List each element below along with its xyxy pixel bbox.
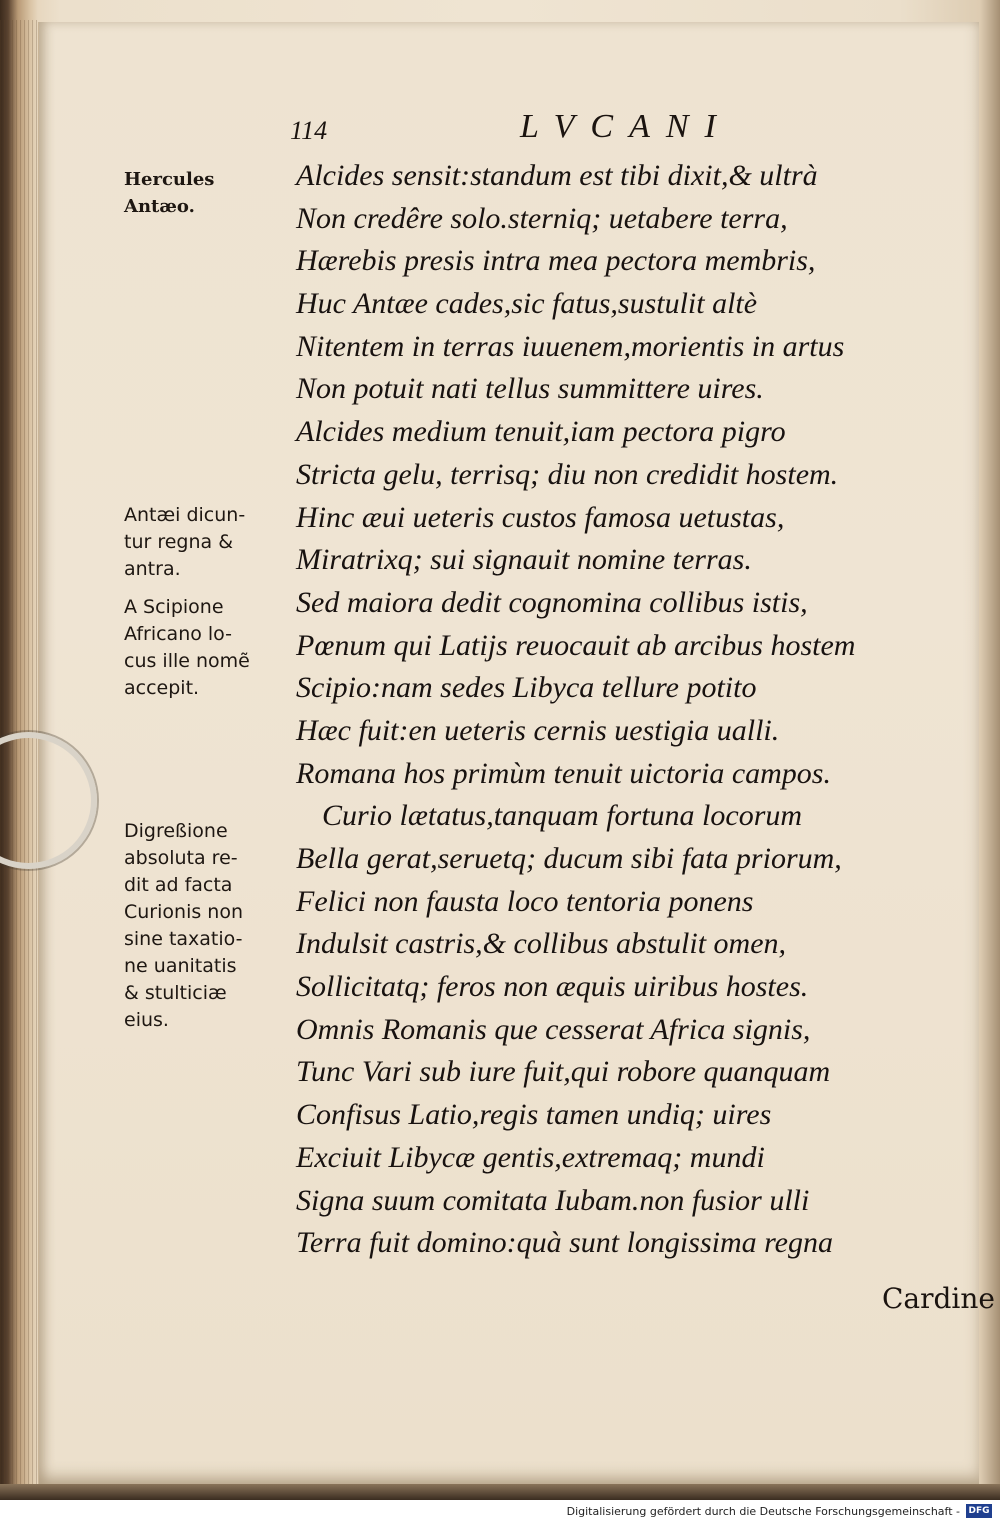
verse-line: Confisus Latio,regis tamen undiq; uires [296,1098,772,1132]
note-line: tur regna & [124,531,234,553]
verse-line: Terra fuit domino:quà sunt longissima regna [296,1226,833,1260]
marginal-note-hercules [124,166,214,220]
verse-line: Romana hos primùm tenuit uictoria campos. [296,756,831,790]
footer-credit: Digitalisierung gefördert durch die Deutsche Forschungsgemeinschaft - [566,1505,960,1518]
verse-line: Sed maiora dedit cognomina collibus istis, [296,585,808,619]
verse-line: Sollicitatq; feros non æquis uiribus hostes. [296,970,809,1004]
marginal-note-digressione [124,818,243,1034]
verse-line: Curio lætatus,tanquam fortuna locorum [322,799,803,833]
note-line: antra. [124,558,181,580]
running-title: LVCANI [520,108,732,145]
digitization-footer [0,1500,1000,1523]
verse-line: Pœnum qui Latijs reuocauit ab arcibus hostem [296,628,856,662]
note-line: absoluta re- [124,847,238,869]
marginal-note-scipione [124,594,250,702]
marginal-note-antaei [124,502,245,583]
note-line: Antæi dicun- [124,504,246,526]
note-line: Digreßione [124,820,228,842]
note-line: eius. [124,1009,169,1031]
note-line: Antæo. [124,196,195,217]
note-line: & stulticiæ [124,982,227,1004]
verse-line: Non potuit nati tellus summittere uires. [296,372,764,406]
verse-line: Bella gerat,seruetq; ducum sibi fata priorum, [296,842,842,875]
verse-line: Miratrixq; sui signauit nomine terras. [296,543,752,577]
note-line: dit ad facta [124,874,233,896]
verse-line: Huc Antæe cades,sic fatus,sustulit altè [296,287,758,321]
note-line: ne uanitatis [124,955,237,977]
verse-line: Stricta gelu, terrisq; diu non credidit hostem. [296,457,839,491]
page-number: 114 [290,116,328,145]
note-line: Africano lo- [124,623,233,645]
note-line: accepit. [124,677,200,699]
verse-line: Felici non fausta loco tentoria ponens [296,884,754,918]
verse-line: Hinc æui ueteris custos famosa uetustas, [296,500,785,534]
verse-line: Scipio:nam sedes Libyca tellure potito [296,671,757,705]
verse-text [296,155,936,1265]
note-line: A Scipione [124,596,224,618]
note-line: Hercules [124,169,215,190]
note-line: cus ille nomẽ [124,650,250,672]
verse-line: Alcides medium tenuit,iam pectora pigro [296,415,786,449]
verse-line: Hæc fuit:en ueteris cernis uestigia ualli. [296,713,780,747]
dfg-logo: DFG [966,1504,992,1518]
verse-line: Exciuit Libycæ gentis,extremaq; mundi [296,1140,765,1174]
verse-line: Hærebis presis intra mea pectora membris, [296,244,816,278]
note-line: Curionis non [124,901,243,923]
catchword: Cardine [882,1282,995,1315]
verse-line: Tunc Vari sub iure fuit,qui robore quanquam [296,1055,831,1089]
verse-line: Omnis Romanis que cesserat Africa signis, [296,1012,811,1046]
verse-line: Indulsit castris,& collibus abstulit omen, [296,927,787,961]
verse-line: Signa suum comitata Iubam.non fusior ulli [296,1183,810,1217]
page-header [290,108,850,148]
verse-line: Non credêre solo.sterniq; uetabere terra, [296,201,788,235]
verse-line: Alcides sensit:standum est tibi dixit,& ultrà [296,159,818,192]
verse-line: Nitentem in terras iuuenem,morientis in artus [296,329,845,363]
page-shadow [0,1484,1000,1500]
note-line: sine taxatio- [124,928,243,950]
